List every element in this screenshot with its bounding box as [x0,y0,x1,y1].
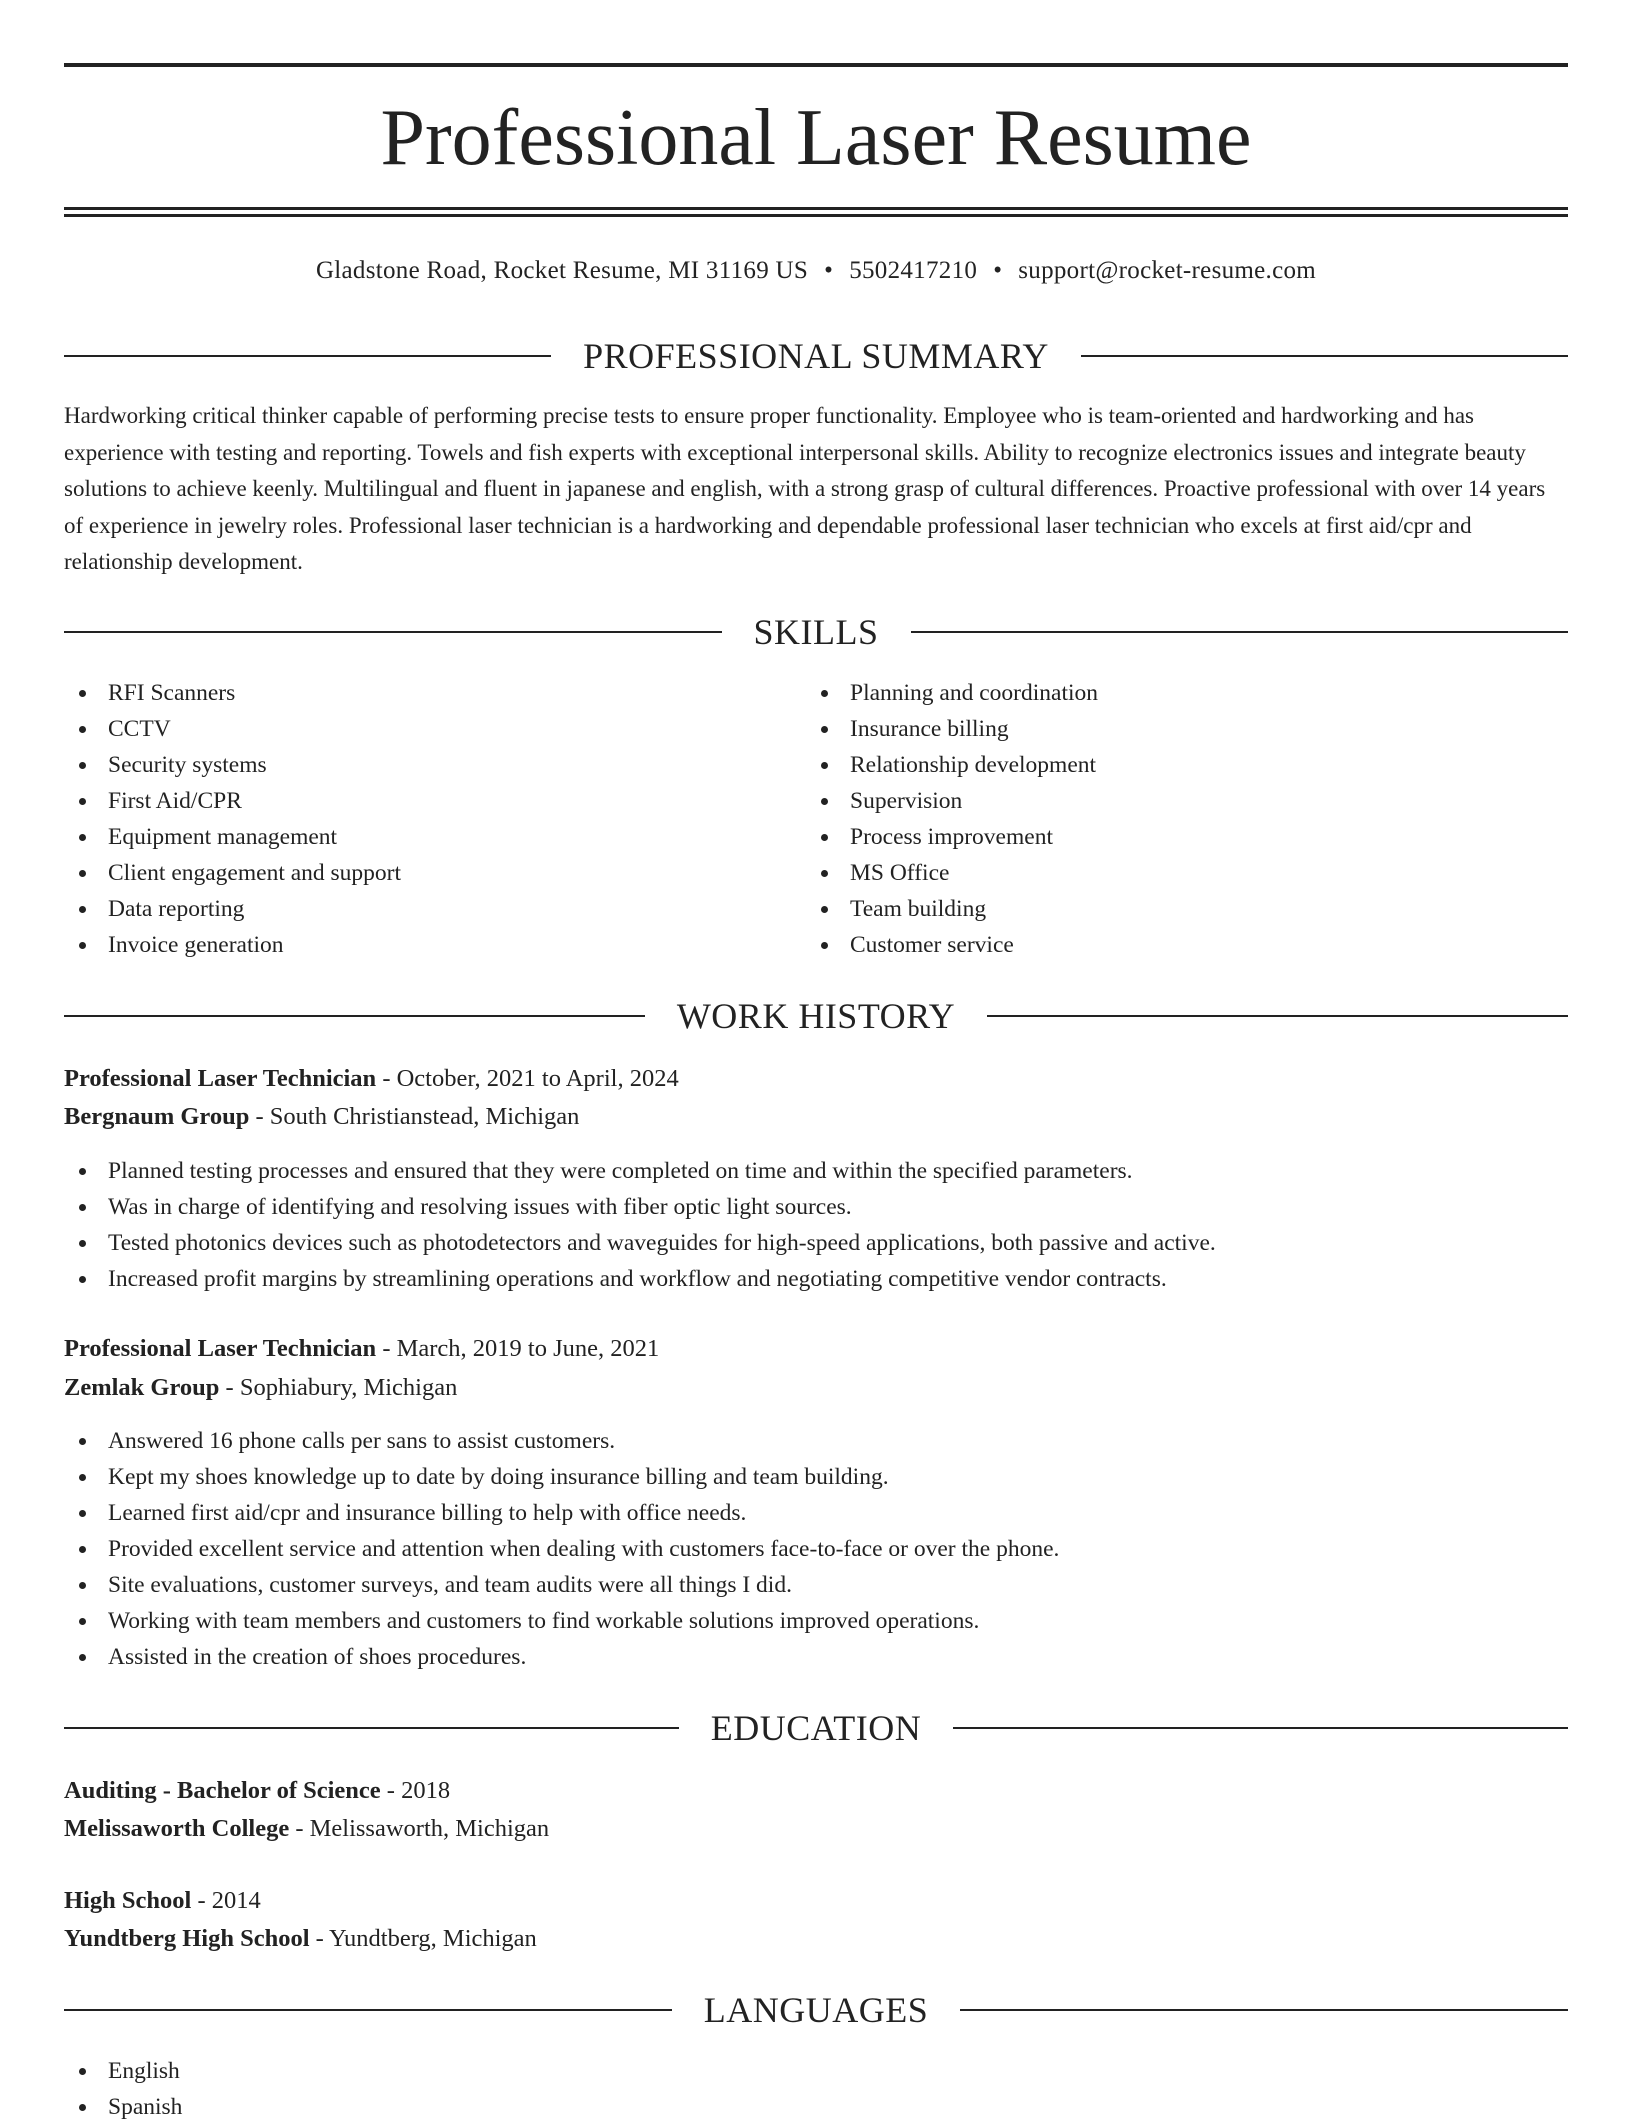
skill-item: Client engagement and support [64,855,804,891]
languages-list [64,2053,1568,2125]
skill-item: MS Office [806,855,1566,891]
divider-line [64,2009,672,2011]
skill-item: Security systems [64,747,804,783]
skill-item: Customer service [806,927,1566,963]
divider-line [1081,355,1568,357]
job-company-line [64,1098,579,1136]
divider-line [960,2009,1568,2011]
section-title: LANGUAGES [703,1990,929,2030]
divider-line [64,1727,679,1729]
job-company: Bergnaum Group [64,1103,250,1130]
skill-item: Relationship development [806,747,1566,783]
skill-item: First Aid/CPR [64,783,804,819]
job-bullets [64,1423,1568,1675]
job-title-line [64,1330,659,1368]
job-dates: - March, 2019 to June, 2021 [376,1335,660,1362]
job-bullet: Provided excellent service and attention when dealing with customers face-to-face or over the phone. [64,1531,1568,1567]
job-company-line [64,1369,457,1407]
section-title: EDUCATION [710,1708,922,1748]
education-year: - 2018 [380,1777,451,1804]
divider-line [953,1727,1568,1729]
skill-item: Equipment management [64,819,804,855]
divider-line [64,355,551,357]
divider-line [64,631,722,633]
job-title: Professional Laser Technician [64,1335,377,1362]
summary-text: Hardworking critical thinker capable of performing precise tests to ensure proper functionality. Employee who is team-oriented and hardworking and has experience with testing and reporting. Towels and fish experts with exceptional interpersonal skills. Ability to recognize electronics issues and integrate beauty solutions to achieve keenly. Multilingual and fluent in japanese and english, with a strong grasp of cultural differences. Proactive professional with over 14 years of experience in jewelry roles. Professional laser technician is a hardworking and dependable professional laser technician who excels at first aid/cpr and relationship development. [64,403,1546,574]
skill-item: Supervision [806,783,1566,819]
education-school: Melissaworth College [64,1815,290,1842]
skill-item: Insurance billing [806,711,1566,747]
job-company: Zemlak Group [64,1374,220,1401]
section-heading-summary [64,334,1568,378]
job-bullet: Assisted in the creation of shoes procedures. [64,1639,1568,1675]
section-title: PROFESSIONAL SUMMARY [583,336,1049,376]
section-heading-education [64,1706,1568,1750]
section-heading-skills [64,610,1568,654]
contact-separator: • [993,257,1003,284]
contact-line [64,254,1568,288]
education-year: - 2014 [191,1887,261,1914]
job-location: - Sophiabury, Michigan [219,1374,458,1401]
skills-list-left [64,675,804,963]
skill-item: CCTV [64,711,804,747]
job-bullet: Increased profit margins by streamlining operations and workflow and negotiating competitive vendor contracts. [64,1261,1568,1297]
skill-item: Data reporting [64,891,804,927]
skill-item: RFI Scanners [64,675,804,711]
job-bullet: Was in charge of identifying and resolving issues with fiber optic light sources. [64,1189,1568,1225]
education-school-line [64,1810,549,1848]
contact-address: Gladstone Road, Rocket Resume, MI 31169 US [315,257,809,284]
job-title: Professional Laser Technician [64,1065,377,1092]
section-heading-languages [64,1988,1568,2032]
skill-item: Team building [806,891,1566,927]
skill-item: Invoice generation [64,927,804,963]
skill-item: Planning and coordination [806,675,1566,711]
education-degree-line [64,1882,261,1920]
job-title-line [64,1060,679,1098]
divider-line [987,1015,1568,1017]
section-heading-work-history [64,994,1568,1038]
job-bullet: Working with team members and customers to find workable solutions improved operations. [64,1603,1568,1639]
job-bullet: Planned testing processes and ensured that they were completed on time and within the specified parameters. [64,1153,1568,1189]
education-degree-line [64,1772,450,1810]
job-bullet: Answered 16 phone calls per sans to assist customers. [64,1423,1568,1459]
title-double-rule [64,207,1568,217]
divider-line [64,1015,645,1017]
job-bullet: Learned first aid/cpr and insurance billing to help with office needs. [64,1495,1568,1531]
education-location: - Yundtberg, Michigan [309,1925,537,1952]
contact-separator: • [824,257,834,284]
job-bullets [64,1153,1568,1297]
section-title: SKILLS [753,612,879,652]
job-bullet: Site evaluations, customer surveys, and team audits were all things I did. [64,1567,1568,1603]
top-rule [64,63,1568,67]
education-school: Yundtberg High School [64,1925,310,1952]
job-location: - South Christianstead, Michigan [249,1103,580,1130]
job-bullet: Kept my shoes knowledge up to date by doing insurance billing and team building. [64,1459,1568,1495]
contact-email: support@rocket-resume.com [1018,257,1317,284]
education-degree: Auditing - Bachelor of Science [64,1777,381,1804]
language-item: English [64,2053,1568,2089]
job-dates: - October, 2021 to April, 2024 [376,1065,679,1092]
divider-line [911,631,1569,633]
skill-item: Process improvement [806,819,1566,855]
section-title: WORK HISTORY [676,996,956,1036]
contact-phone: 5502417210 [849,257,978,284]
skills-list-right [806,675,1566,963]
education-school-line [64,1920,537,1958]
language-item: Spanish [64,2089,1568,2125]
education-degree: High School [64,1887,192,1914]
job-bullet: Tested photonics devices such as photodetectors and waveguides for high-speed applications, both passive and active. [64,1225,1568,1261]
resume-title: Professional Laser Resume [380,94,1252,182]
education-location: - Melissaworth, Michigan [289,1815,550,1842]
